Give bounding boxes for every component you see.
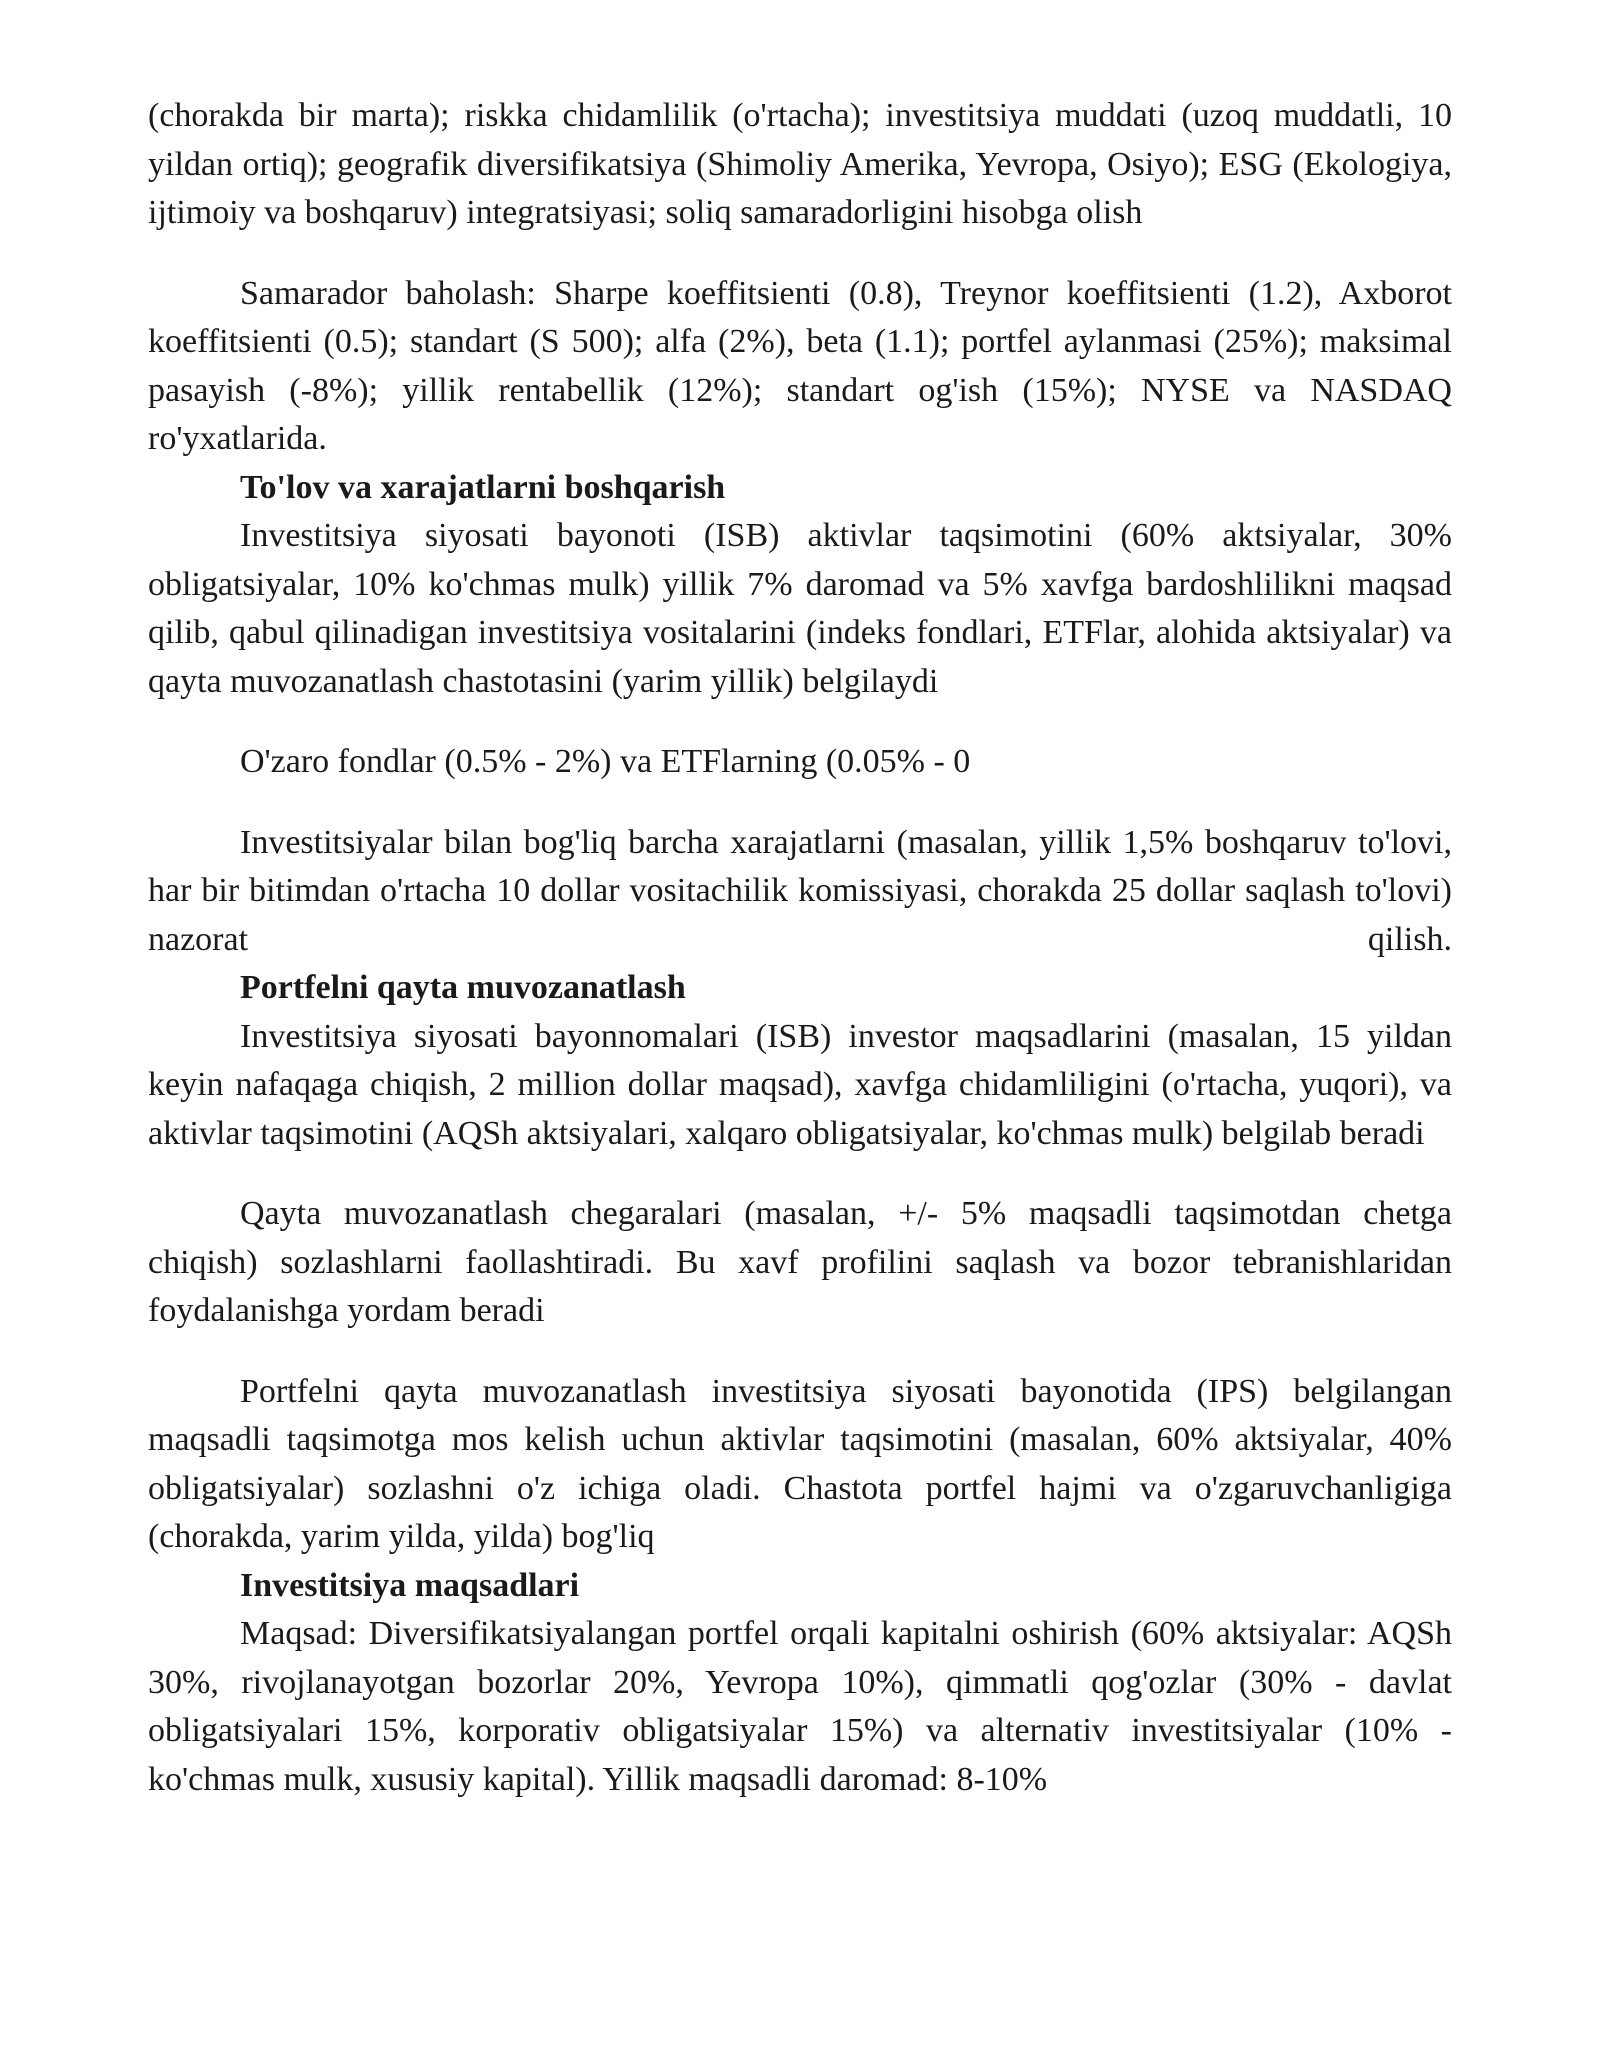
paragraph-investment-constraints: (chorakda bir marta); riskka chidamlilik (o'rtacha); investitsiya muddati (uzoq muddatli, 10 yildan ortiq); geografik diversifikatsiya (Shimoliy Amerika, Yevropa, Osiyo); ESG (Ekologiya, ijtimoiy va boshqaruv) integratsiyasi; soliq samaradorligini hisobga olish (148, 97, 1452, 231)
paragraph-objective-details: Maqsad: Diversifikatsiyalangan portfel orqali kapitalni oshirish (60% aktsiyalar: AQSh 30%, rivojlanayotgan bozorlar 20%, Yevropa 10%), qimmatli qog'ozlar (30% - davlat obligatsiyalari 15%, korporativ obligatsiyalar 15%) va alternativ investitsiyalar (10% - ko'chmas mulk, xususiy kapital). Yillik maqsadli daromad: 8-10% (148, 1615, 1452, 1798)
paragraph-performance-evaluation: Samarador baholash: Sharpe koeffitsienti (0.8), Treynor koeffitsienti (1.2), Axborot koeffitsienti (0.5); standart (S 500); alfa (2%), beta (1.1); portfel aylanmasi (25%); maksimal pasayish (-8%); yillik rentabellik (12%); standart og'ish (15%); NYSE va NASDAQ ro'yxatlarida. (148, 274, 1452, 457)
paragraph-rebalancing-frequency: Portfelni qayta muvozanatlash investitsiya siyosati bayonotida (IPS) belgilangan maqsadli taqsimotga mos kelish uchun aktivlar taqsimotini (masalan, 60% aktsiyalar, 40% obligatsiyalar) sozlashni o'z ichiga oladi. Chastota portfel hajmi va o'zgaruvchanligiga (chorakda, yarim yilda, yilda) bog'liq (148, 1372, 1452, 1555)
paragraph-ips-asset-allocation: Investitsiya siyosati bayonoti (ISB) aktivlar taqsimotini (60% aktsiyalar, 30% obligatsiyalar, 10% ko'chmas mulk) yillik 7% daromad va 5% xavfga bardoshlilikni maqsad qilib, qabul qilinadigan investitsiya vositalarini (indeks fondlari, ETFlar, alohida aktsiyalar) va qayta muvozanatlash chastotasini (yarim yillik) belgilaydi (148, 517, 1452, 700)
heading-portfolio-rebalancing: Portfelni qayta muvozanatlash (240, 969, 686, 1006)
paragraph-ips-investor-goals: Investitsiya siyosati bayonnomalari (ISB) investor maqsadlarini (masalan, 15 yildan keyin nafaqaga chiqish, 2 million dollar maqsad), xavfga chidamliligini (o'rtacha, yuqori), va aktivlar taqsimotini (AQSh aktsiyalari, xalqaro obligatsiyalar, ko'chmas mulk) belgilab beradi (148, 1017, 1452, 1152)
paragraph-expense-control: Investitsiyalar bilan bog'liq barcha xarajatlarni (masalan, yillik 1,5% boshqaruv to'lovi, har bir bitimdan o'rtacha 10 dollar vositachilik komissiyasi, chorakda 25 dollar saqlash to'lovi) nazorat qilish. (148, 823, 1452, 958)
heading-fees-and-expenses: To'lov va xarajatlarni boshqarish (240, 468, 726, 506)
paragraph-fund-fees: O'zaro fondlar (0.5% - 2%) va ETFlarning (0.05% - 0 (240, 743, 971, 780)
heading-investment-objectives: Investitsiya maqsadlari (240, 1566, 580, 1604)
paragraph-rebalancing-thresholds: Qayta muvozanatlash chegaralari (masalan, +/- 5% maqsadli taqsimotdan chetga chiqish) sozlashlarni faollashtiradi. Bu xavf profilini saqlash va bozor tebranishlaridan foydalanishga yordam beradi (148, 1195, 1452, 1329)
